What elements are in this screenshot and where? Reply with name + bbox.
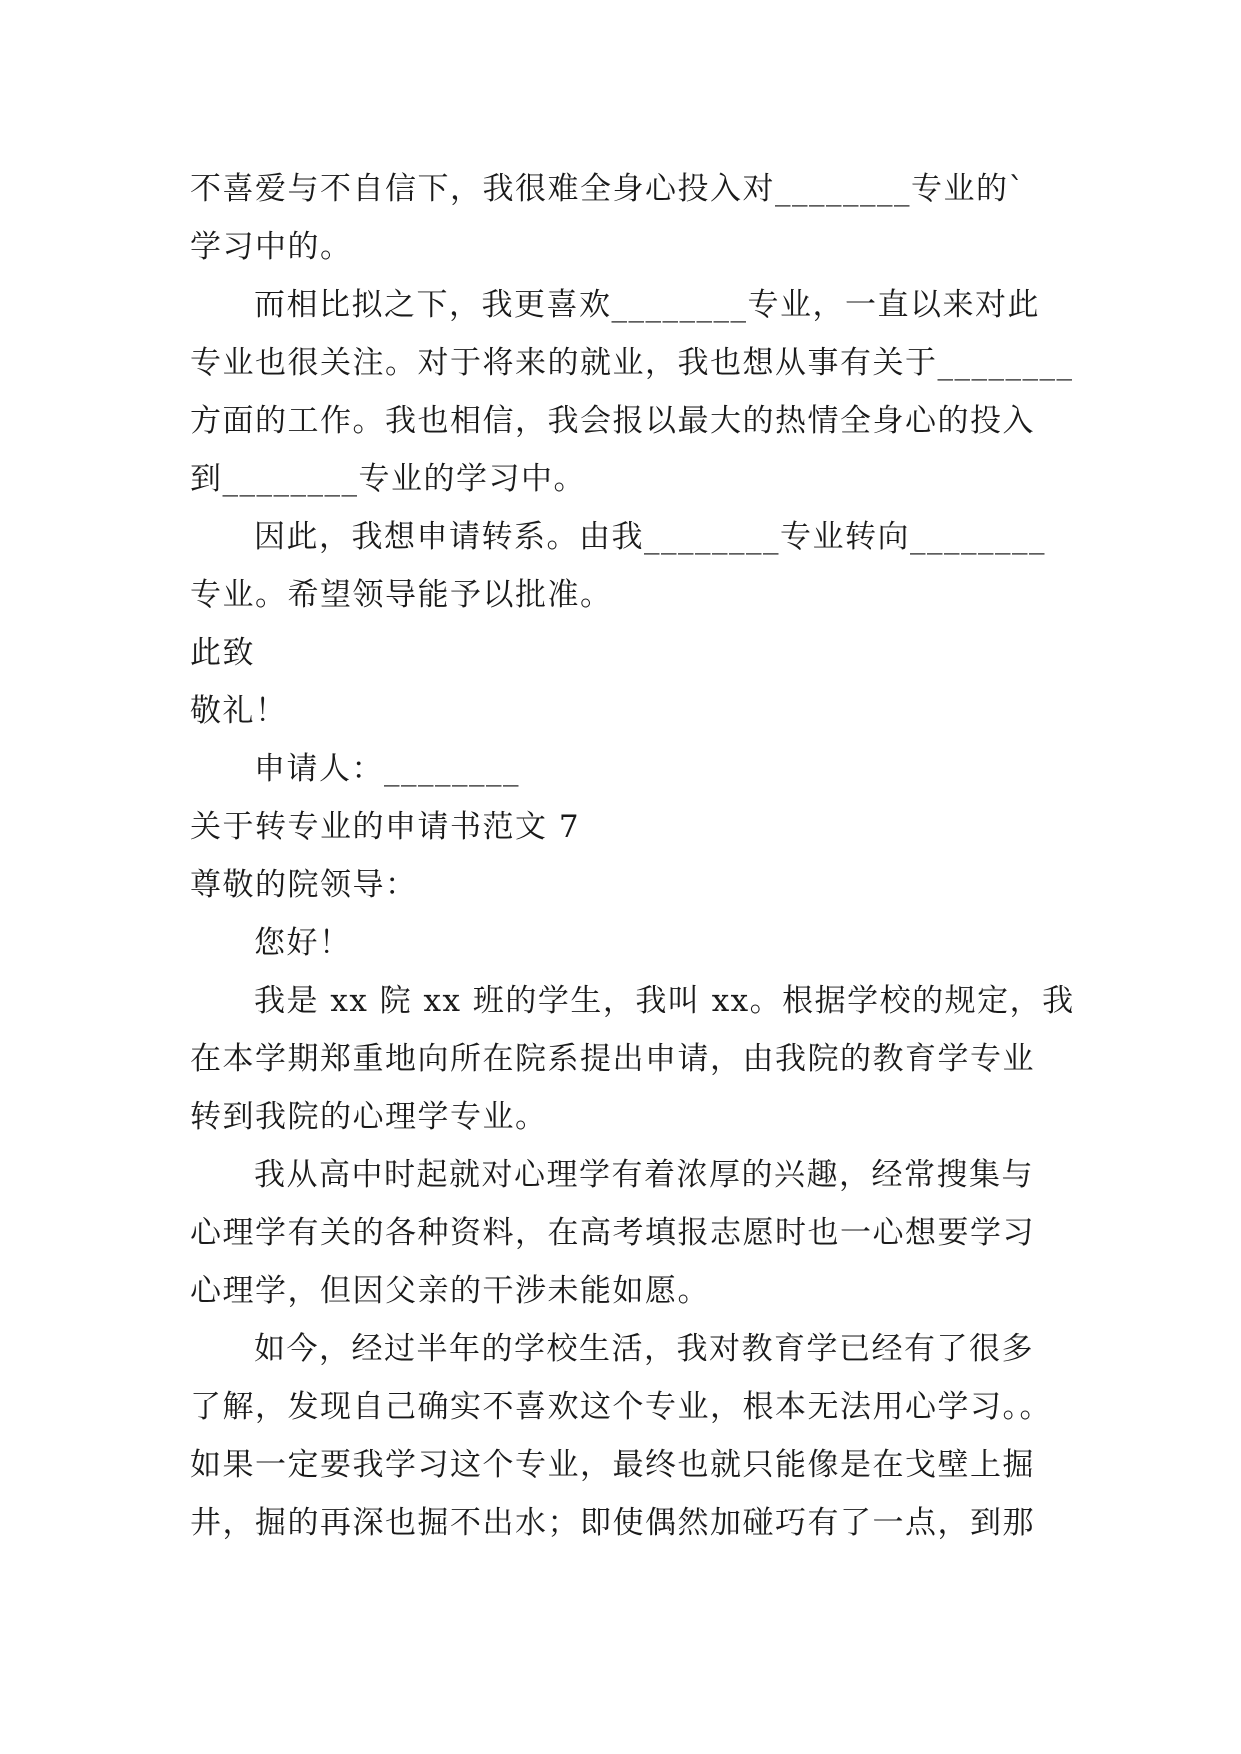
text-line: 学习中的。 [190,229,353,265]
text-line: 到________专业的学习中。 [190,461,586,497]
paragraph-start-line: 我是 xx 院 xx 班的学生，我叫 xx。根据学校的规定，我 [254,983,1075,1019]
text-line: 专业也很关注。对于将来的就业，我也想从事有关于________ [190,345,1074,381]
letter-salutation: 尊敬的院领导： [190,867,418,903]
text-line: 转到我院的心理学专业。 [190,1099,548,1135]
text-line: 不喜爱与不自信下，我很难全身心投入对________专业的` [190,171,1026,207]
text-line: 在本学期郑重地向所在院系提出申请，由我院的教育学专业 [190,1041,1035,1077]
greeting-line: 您好！ [254,925,352,961]
paragraph-start-line: 我从高中时起就对心理学有着浓厚的兴趣，经常搜集与 [254,1157,1034,1193]
paragraph-start-line: 因此，我想申请转系。由我________专业转向________ [254,519,1046,555]
closing-regards: 敬礼！ [190,693,288,729]
section-title: 关于转专业的申请书范文 7 [190,809,581,845]
text-line: 专业。希望领导能予以批准。 [190,577,613,613]
document-body [190,160,1075,1552]
applicant-signature-line: 申请人：________ [254,751,520,787]
paragraph-start-line: 如今，经过半年的学校生活，我对教育学已经有了很多 [254,1331,1034,1367]
text-line: 方面的工作。我也相信，我会报以最大的热情全身心的投入 [190,403,1035,439]
paragraph-start-line: 而相比拟之下，我更喜欢________专业，一直以来对此 [254,287,1040,323]
text-line: 了解，发现自己确实不喜欢这个专业，根本无法用心学习。。 [190,1389,1052,1425]
text-line: 井，掘的再深也掘不出水；即使偶然加碰巧有了一点，到那 [190,1505,1035,1541]
text-line: 心理学有关的各种资料，在高考填报志愿时也一心想要学习 [190,1215,1035,1251]
text-line: 心理学，但因父亲的干涉未能如愿。 [190,1273,710,1309]
closing-salutation: 此致 [190,635,255,671]
text-line: 如果一定要我学习这个专业，最终也就只能像是在戈壁上掘 [190,1447,1035,1483]
